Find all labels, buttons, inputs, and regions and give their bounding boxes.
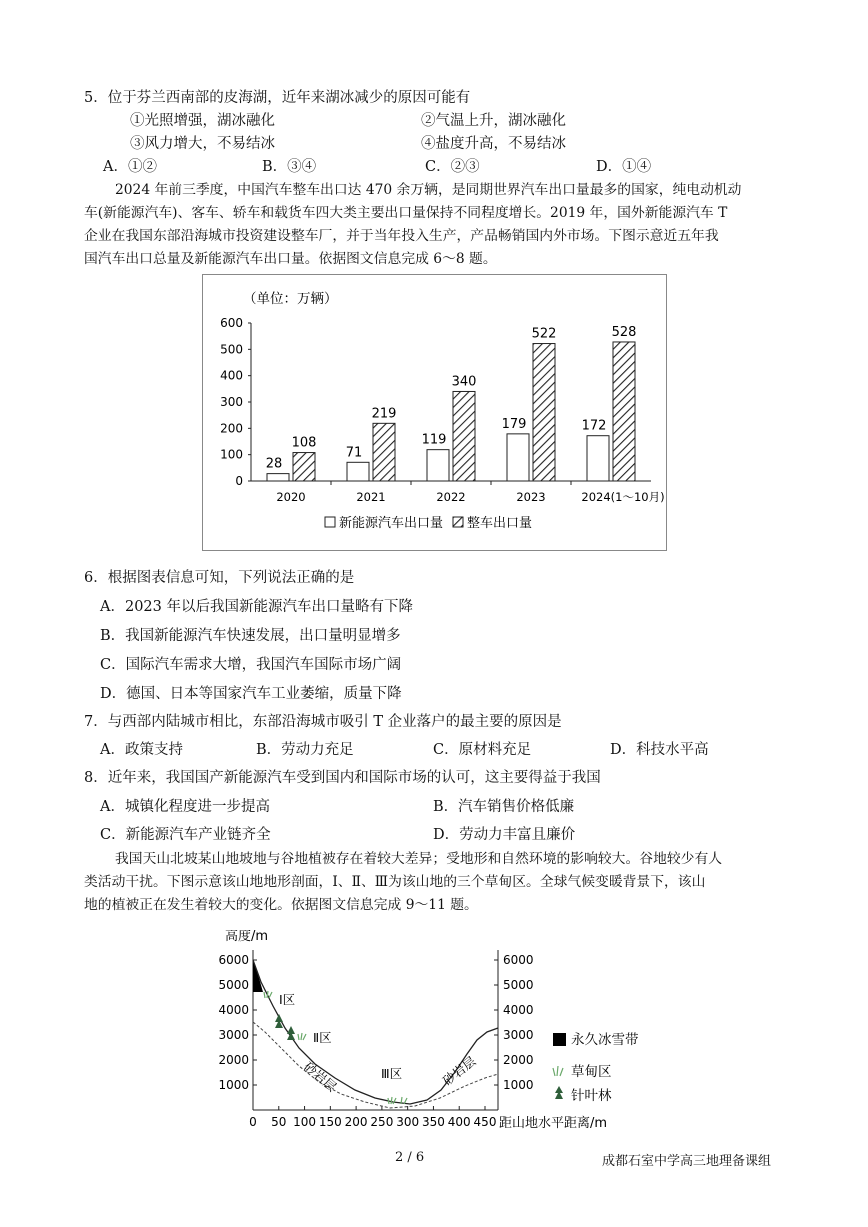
profile-y-tick-label: 2000: [218, 1053, 249, 1067]
profile-y-tick-label-right: 3000: [503, 1028, 534, 1042]
total-export-bar: [373, 423, 395, 481]
q7-option-a[interactable]: A．政策支持: [100, 742, 183, 758]
total-export-bar: [613, 342, 635, 481]
nev-export-bar: [427, 450, 449, 481]
mountain-profile-diagram: [215, 930, 670, 1130]
profile-y-tick-label-right: 2000: [503, 1053, 534, 1067]
legend-label-0: 新能源汽车出口量: [339, 516, 444, 531]
q5-option-d[interactable]: D．①④: [596, 159, 652, 175]
bar-y-tick-label: 0: [235, 474, 243, 488]
nev-export-value-label: 28: [265, 456, 283, 472]
profile-xlabel: 距山地水平距离/m: [499, 1116, 608, 1130]
bar-y-tick-label: 600: [220, 316, 243, 330]
chart-unit-title: （单位：万辆）: [243, 291, 338, 307]
nev-export-bar: [267, 474, 289, 481]
bar-x-tick-label: 2021: [356, 490, 386, 504]
profile-x-tick-label: 450: [473, 1115, 497, 1129]
bar-y-tick-label: 400: [220, 368, 243, 383]
profile-y-tick-label: 3000: [218, 1028, 249, 1042]
nev-export-bar: [587, 436, 609, 481]
q6-stem: 6．根据图表信息可知，下列说法正确的是: [84, 570, 355, 586]
profile-x-tick-label: 300: [396, 1115, 420, 1129]
q7-stem: 7．与西部内陆城市相比，东部沿海城市吸引 T 企业落户的最主要的原因是: [84, 714, 562, 730]
q7-option-b[interactable]: B．劳动力充足: [256, 742, 354, 758]
legend-conifer-icon: [555, 1086, 563, 1099]
passage2-line-1: 我国天山北坡某山地坡地与谷地植被存在着较大差异；受地形和自然环境的影响较大。谷地较少有人: [115, 851, 723, 867]
legend-swatch-1: [453, 517, 463, 527]
q6-option-d[interactable]: D．德国、日本等国家汽车工业萎缩，质量下降: [100, 686, 402, 702]
profile-y-tick-label-right: 6000: [503, 953, 534, 967]
nev-export-bar: [347, 462, 369, 481]
profile-x-tick-label: 0: [249, 1115, 257, 1129]
q8-option-b[interactable]: B．汽车销售价格低廉: [433, 799, 575, 815]
q8-option-d[interactable]: D．劳动力丰富且廉价: [433, 827, 576, 843]
mountain-profile-svg: [215, 930, 670, 1130]
page-number: 2 / 6: [395, 1150, 425, 1165]
zone-label-3: Ⅲ区: [381, 1066, 403, 1081]
legend-snow-label: 永久冰雪带: [571, 1032, 639, 1048]
q6-option-b[interactable]: B．我国新能源汽车快速发展，出口量明显增多: [100, 628, 401, 644]
export-bar-chart: [202, 274, 667, 551]
bar-y-tick-label: 100: [220, 447, 243, 462]
legend-meadow-label: 草甸区: [571, 1064, 612, 1080]
sandstone-label-right: 砂岩层: [439, 1053, 479, 1089]
profile-y-tick-label: 5000: [218, 978, 249, 992]
legend-swatch-0: [325, 517, 335, 527]
total-export-bar: [453, 391, 475, 481]
zone-label-2: Ⅱ区: [313, 1030, 332, 1045]
export-bar-chart-svg: [203, 275, 666, 550]
total-export-value-label: 108: [291, 435, 317, 451]
q5-item-1: ①光照增强，湖冰融化: [130, 113, 275, 129]
profile-y-tick-label-right: 5000: [503, 978, 534, 992]
profile-x-tick-label: 150: [318, 1115, 342, 1129]
passage1-line-3: 企业在我国东部沿海城市投资建设整车厂，并于当年投入生产，产品畅销国内外市场。下图示意近五年我: [84, 228, 719, 244]
legend-meadow-icon: [553, 1066, 563, 1076]
footer-org: 成都石室中学高三地理备课组: [602, 1154, 772, 1169]
profile-y-tick-label: 4000: [218, 1003, 249, 1017]
q5-option-c[interactable]: C．②③: [425, 159, 480, 175]
q6-option-c[interactable]: C．国际汽车需求大增，我国汽车国际市场广阔: [100, 657, 402, 673]
q5-option-b[interactable]: B．③④: [262, 159, 317, 175]
q5-item-3: ③风力增大，不易结冰: [130, 136, 275, 152]
total-export-bar: [293, 453, 315, 481]
legend-label-1: 整车出口量: [467, 516, 533, 531]
bar-x-tick-label: 2022: [436, 490, 466, 504]
total-export-value-label: 522: [531, 326, 557, 342]
sandstone-label-left: 砂岩层: [301, 1058, 340, 1095]
nev-export-value-label: 172: [581, 418, 607, 434]
bar-x-tick-label: 2024(1～10月): [581, 490, 665, 504]
profile-ylabel: 高度/m: [225, 930, 269, 944]
passage1-line-2: 车(新能源汽车)、客车、轿车和载货车四大类主要出口量保持不同程度增长。2019 年，国外新能源汽车 T: [84, 205, 728, 221]
q7-option-c[interactable]: C．原材料充足: [433, 742, 532, 758]
legend-conifer-label: 针叶林: [571, 1088, 612, 1104]
q6-option-a[interactable]: A．2023 年以后我国新能源汽车出口量略有下降: [100, 599, 413, 615]
q8-stem: 8．近年来，我国国产新能源汽车受到国内和国际市场的认可，这主要得益于我国: [84, 770, 601, 786]
q7-option-d[interactable]: D．科技水平高: [610, 742, 709, 758]
zone-label-1: Ⅰ区: [279, 992, 296, 1007]
nev-export-value-label: 179: [501, 416, 527, 432]
passage1-line-4: 国汽车出口总量及新能源汽车出口量。依据图文信息完成 6～8 题。: [84, 251, 497, 267]
profile-x-tick-label: 250: [370, 1115, 394, 1129]
nev-export-value-label: 119: [421, 432, 447, 448]
total-export-bar: [533, 344, 555, 481]
profile-y-tick-label-right: 4000: [503, 1003, 534, 1017]
bar-x-tick-label: 2023: [516, 490, 546, 504]
nev-export-value-label: 71: [345, 445, 363, 461]
bar-y-tick-label: 500: [220, 342, 243, 357]
total-export-value-label: 340: [451, 374, 477, 390]
profile-x-tick-label: 100: [293, 1115, 317, 1129]
profile-x-tick-label: 50: [271, 1115, 287, 1129]
bar-y-tick-label: 300: [220, 395, 243, 409]
q8-option-c[interactable]: C．新能源汽车产业链齐全: [100, 827, 271, 843]
passage1-line-1: 2024 年前三季度，中国汽车整车出口达 470 余万辆，是同期世界汽车出口量最多的国家，纯电动机动: [115, 182, 742, 198]
q5-stem: 5．位于芬兰西南部的皮海湖，近年来湖冰减少的原因可能有: [84, 90, 471, 106]
passage2-line-3: 地的植被正在发生着较大的变化。依据图文信息完成 9～11 题。: [84, 897, 478, 913]
total-export-value-label: 528: [611, 324, 637, 340]
bar-x-tick-label: 2020: [276, 490, 306, 504]
profile-y-tick-label: 1000: [218, 1078, 249, 1092]
profile-x-tick-label: 400: [447, 1115, 471, 1129]
q5-item-4: ④盐度升高，不易结冰: [421, 136, 566, 152]
passage2-line-2: 类活动干扰。下图示意该山地地形剖面，Ⅰ、Ⅱ、Ⅲ为该山地的三个草甸区。全球气候变暖背景下，该山: [84, 874, 706, 890]
q5-option-a[interactable]: A．①②: [103, 159, 157, 175]
q8-option-a[interactable]: A．城镇化程度进一步提高: [100, 799, 270, 815]
total-export-value-label: 219: [371, 406, 397, 422]
profile-x-tick-label: 200: [344, 1115, 368, 1129]
profile-x-tick-label: 350: [421, 1115, 445, 1129]
bar-y-tick-label: 200: [220, 421, 243, 436]
q5-item-2: ②气温上升，湖冰融化: [421, 113, 566, 129]
legend-snow-swatch: [553, 1033, 566, 1046]
nev-export-bar: [507, 434, 529, 481]
profile-y-tick-label: 6000: [218, 953, 249, 967]
profile-y-tick-label-right: 1000: [503, 1078, 534, 1092]
